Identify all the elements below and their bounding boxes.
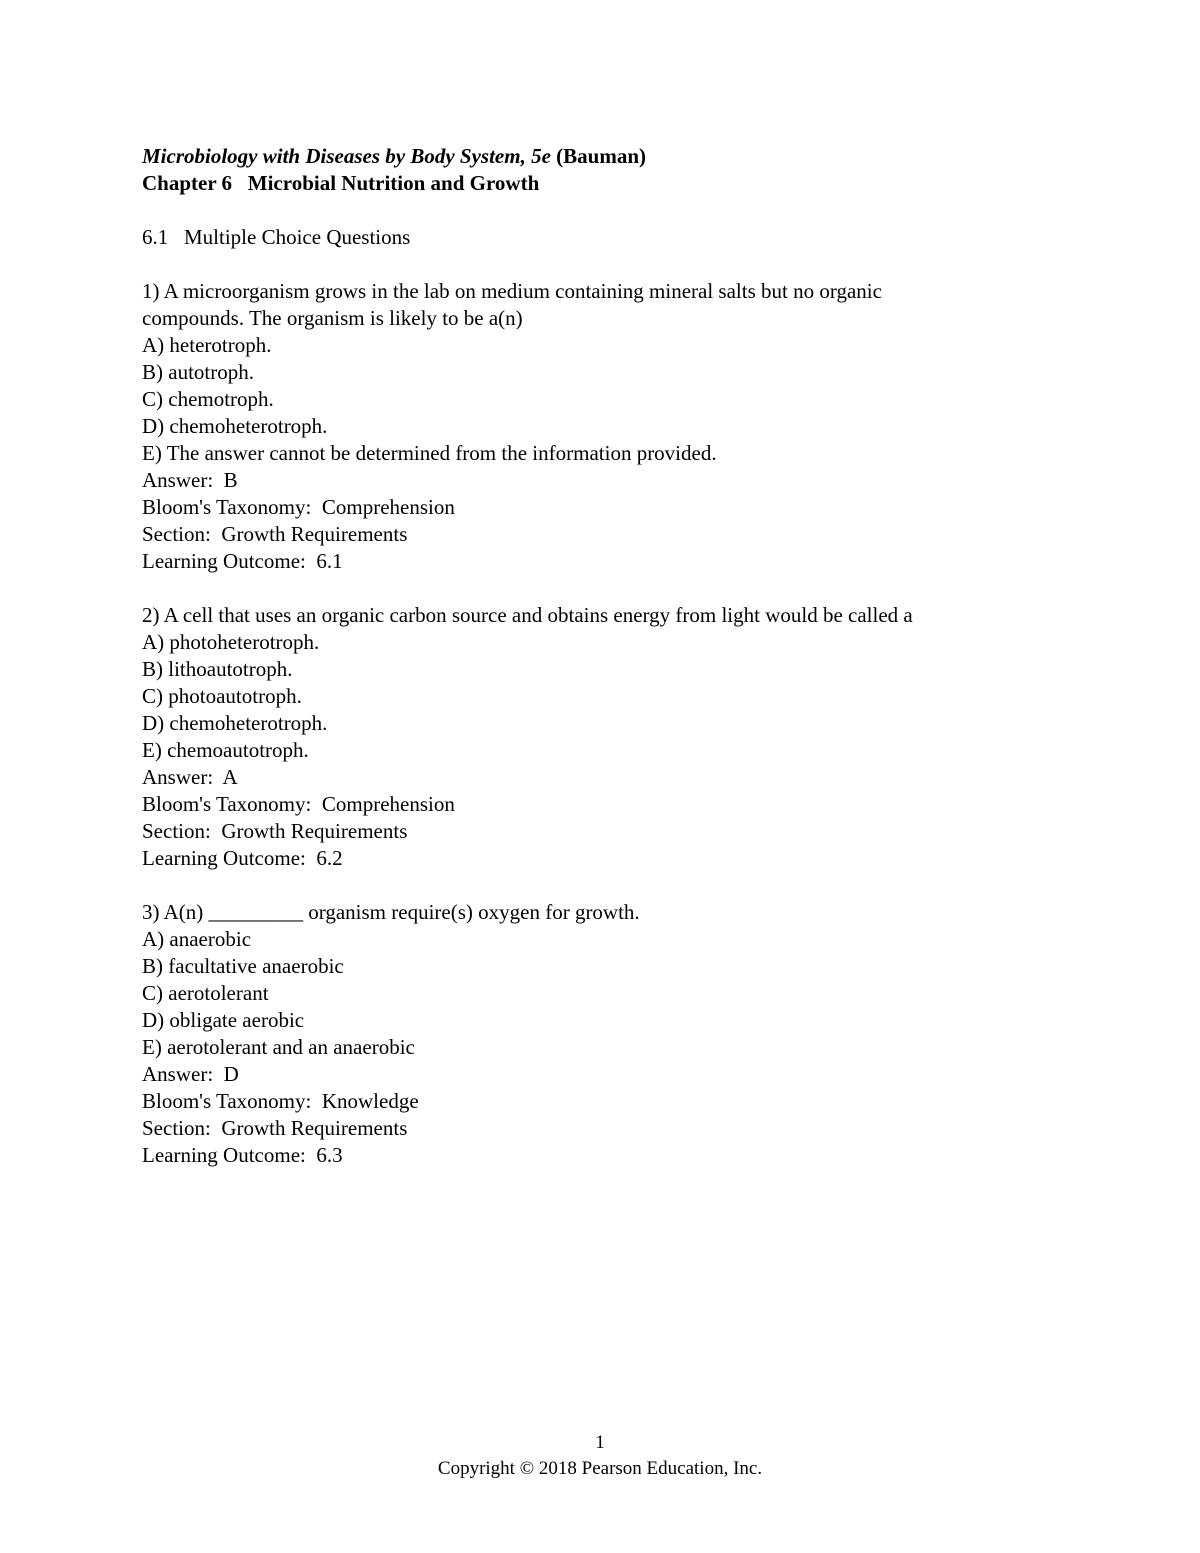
spacer	[142, 872, 1102, 899]
question-3	[142, 899, 1102, 1169]
book-title: Microbiology with Diseases by Body System, 5e	[142, 144, 551, 168]
option-c: C) photoautotroph.	[142, 684, 302, 708]
learning-outcome: Learning Outcome: 6.2	[142, 846, 343, 870]
question-section: Section: Growth Requirements	[142, 522, 408, 546]
option-a: A) photoheterotroph.	[142, 630, 320, 654]
question-stem: 2) A cell that uses an organic carbon source and obtains energy from light would be called a	[142, 603, 913, 627]
question-1	[142, 278, 1102, 575]
spacer	[142, 251, 1102, 278]
option-b: B) lithoautotroph.	[142, 657, 293, 681]
answer: Answer: D	[142, 1062, 239, 1086]
option-b: B) autotroph.	[142, 360, 254, 384]
question-stem-continued: compounds. The organism is likely to be a(n)	[142, 306, 523, 330]
option-d: D) obligate aerobic	[142, 1008, 305, 1032]
option-d: D) chemoheterotroph.	[142, 414, 328, 438]
book-author: (Bauman)	[556, 144, 646, 168]
question-stem: 1) A microorganism grows in the lab on medium containing mineral salts but no organic	[142, 279, 882, 303]
book-title-line	[142, 143, 1102, 170]
learning-outcome: Learning Outcome: 6.3	[142, 1143, 343, 1167]
option-d: D) chemoheterotroph.	[142, 711, 328, 735]
spacer	[142, 197, 1102, 224]
option-c: C) chemotroph.	[142, 387, 274, 411]
section-title: 6.1 Multiple Choice Questions	[142, 225, 411, 249]
page-number: 1	[595, 1432, 605, 1453]
bloom-taxonomy: Bloom's Taxonomy: Comprehension	[142, 495, 455, 519]
answer: Answer: B	[142, 468, 238, 492]
bloom-taxonomy: Bloom's Taxonomy: Knowledge	[142, 1089, 419, 1113]
option-a: A) heterotroph.	[142, 333, 272, 357]
bloom-taxonomy: Bloom's Taxonomy: Comprehension	[142, 792, 455, 816]
option-c: C) aerotolerant	[142, 981, 269, 1005]
option-e: E) The answer cannot be determined from the information provided.	[142, 441, 717, 465]
option-b: B) facultative anaerobic	[142, 954, 344, 978]
question-stem: 3) A(n) _________ organism require(s) oxygen for growth.	[142, 900, 640, 924]
spacer	[142, 575, 1102, 602]
question-section: Section: Growth Requirements	[142, 1116, 408, 1140]
option-e: E) aerotolerant and an anaerobic	[142, 1035, 415, 1059]
option-a: A) anaerobic	[142, 927, 252, 951]
option-e: E) chemoautotroph.	[142, 738, 309, 762]
answer: Answer: A	[142, 765, 238, 789]
question-section: Section: Growth Requirements	[142, 819, 408, 843]
page-content	[142, 143, 1102, 1169]
learning-outcome: Learning Outcome: 6.1	[142, 549, 343, 573]
chapter-title: Chapter 6 Microbial Nutrition and Growth	[142, 171, 540, 195]
copyright-notice: Copyright © 2018 Pearson Education, Inc.	[437, 1458, 763, 1479]
question-2	[142, 602, 1102, 872]
